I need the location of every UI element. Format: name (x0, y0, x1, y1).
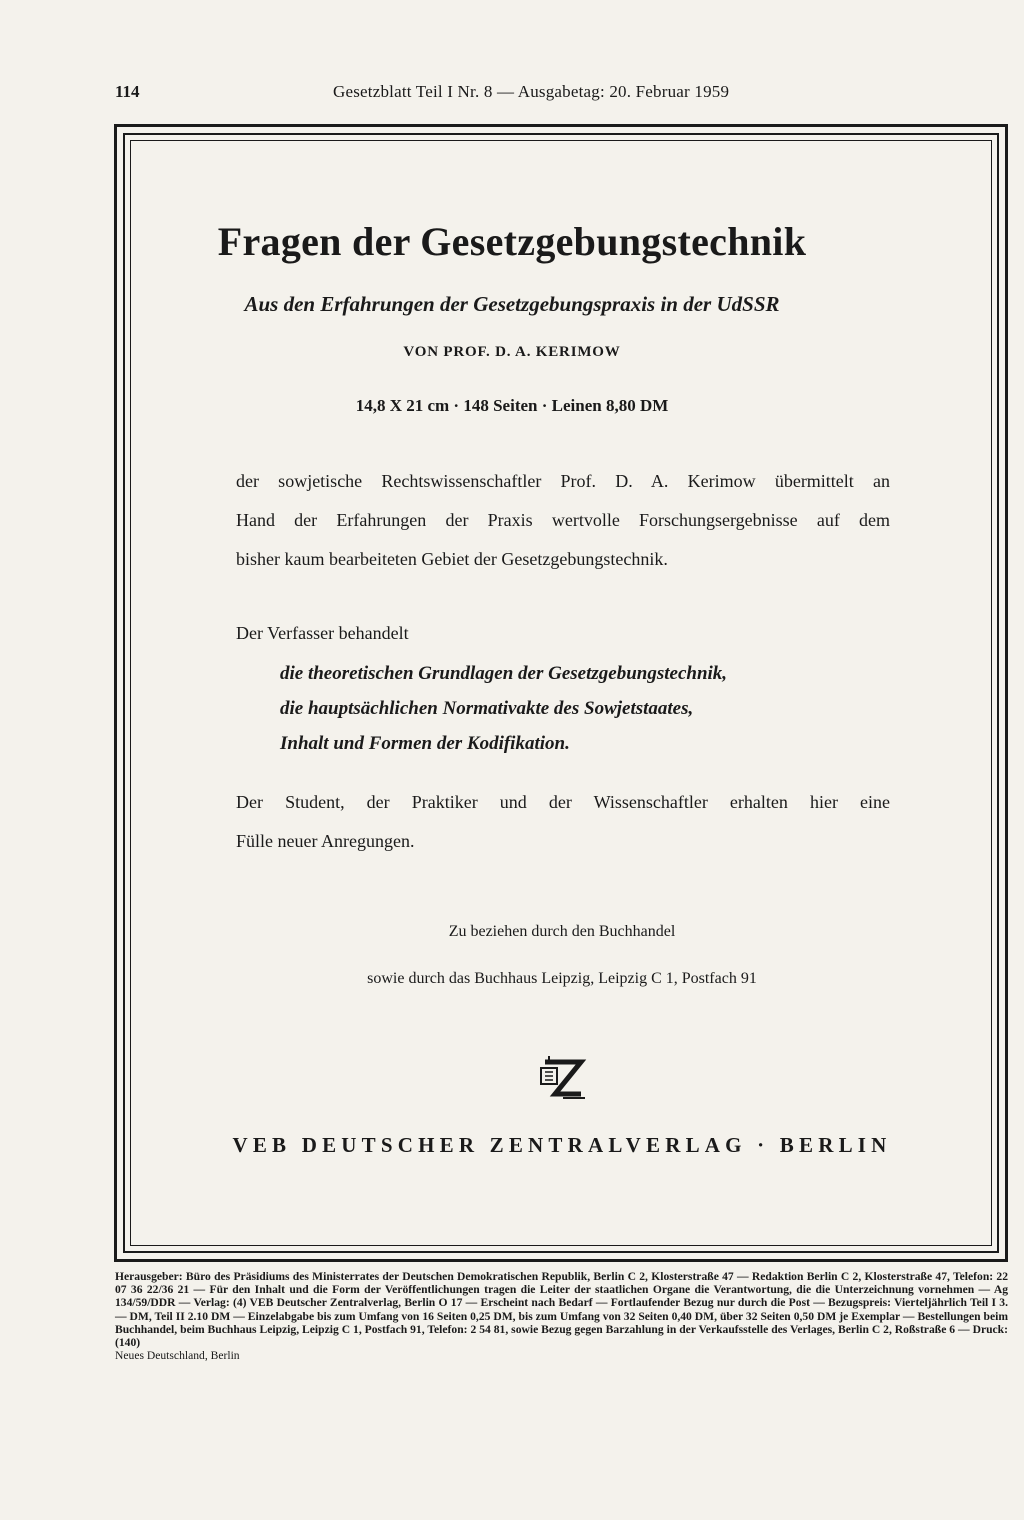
advert-subtitle: Aus den Erfahrungen der Gesetzgebungspraxis in der UdSSR (244, 292, 780, 316)
imprint-printer: Neues Deutschland, Berlin (115, 1349, 240, 1363)
publisher-name: VEB DEUTSCHER ZENTRALVERLAG · BERLIN (232, 1133, 892, 1157)
publisher-logo-icon (535, 1054, 591, 1106)
audience-line: Fülle neuer Anregungen. (236, 831, 415, 851)
advert-title: Fragen der Gesetzgebungstechnik (217, 219, 807, 264)
imprint-text: Herausgeber: Büro des Präsidiums des Ministerrates der Deutschen Demokratischen Republik, Berlin C 2, Klosterstraße 47 — Redaktion Berlin C 2, Klosterstraße 47, Telefon: 22 07 36 22/36 21 — Für den Inhalt und die Form der Veröffentlichungen tragen die Leiter der staatlichen Organe die Verantwortung, die die Unterzeichnung vornehmen — Ag 134/59/DDR — Verlag: (4) VEB Deutscher Zentralverlag, Berlin O 17 — Erscheint nach Bedarf — Fortlaufender Bezug nur durch die Post — Bezugspreis: Vierteljährlich Teil I 3.— DM, Teil II 2.10 DM — Einzelabgabe bis zum Umfang von 16 Seiten 0,25 DM, bis zum Umfang von 32 Seiten 0,40 DM, über 32 Seiten 0,50 DM je Exemplar — Bestellungen beim Buchhandel, beim Buchhaus Leipzig, Leipzig C 1, Postfach 91, Telefon: 2 54 81, sowie Bezug gegen Barzahlung in der Verkaufsstelle des Verlages, Berlin C 2, Roßstraße 6 — Druck: (140) (115, 1270, 1008, 1350)
intro-line: bisher kaum bearbeiteten Gebiet der Gesetzgebungstechnik. (236, 549, 668, 569)
book-specs: 14,8 X 21 cm · 148 Seiten · Leinen 8,80 DM (355, 396, 669, 415)
order-address-line: sowie durch das Buchhaus Leipzig, Leipzig C 1, Postfach 91 (367, 970, 757, 987)
topic-item: die theoretischen Grundlagen der Gesetzgebungstechnik, (280, 663, 728, 684)
intro-line: Hand der Erfahrungen der Praxis wertvolle Forschungsergebnisse auf dem (236, 510, 890, 530)
order-info-line: Zu beziehen durch den Buchhandel (448, 923, 676, 940)
audience-line: Der Student, der Praktiker und der Wissenschaftler erhalten hier eine (236, 792, 890, 812)
topic-item: Inhalt und Formen der Kodifikation. (280, 733, 570, 754)
topic-item: die hauptsächlichen Normativakte des Sowjetstaates, (280, 698, 694, 719)
intro-line: der sowjetische Rechtswissenschaftler Prof. D. A. Kerimow übermittelt an (236, 471, 890, 491)
audience-paragraph (236, 783, 890, 861)
page-number: 114 (115, 82, 140, 101)
advert-author: VON PROF. D. A. KERIMOW (403, 344, 621, 360)
imprint (115, 1270, 1008, 1362)
intro-paragraph (236, 462, 890, 579)
page-header (115, 82, 915, 106)
running-head: Gesetzblatt Teil I Nr. 8 — Ausgabetag: 20. Februar 1959 (333, 82, 730, 101)
topics-intro: Der Verfasser behandelt (236, 623, 409, 643)
topics-list (280, 656, 880, 761)
